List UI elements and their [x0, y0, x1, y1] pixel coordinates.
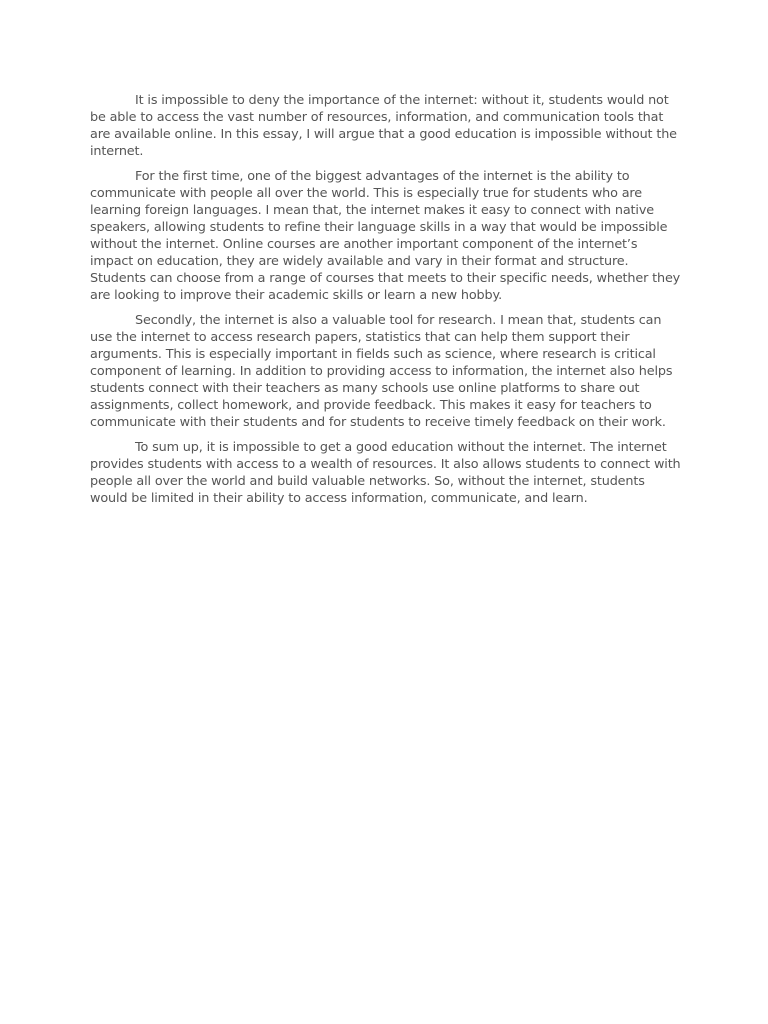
essay-paragraph-communication: For the first time, one of the biggest advantages of the internet is the ability to communicate with people all over the world. This is especially true for students who are learning foreign languages. I mean that, the internet makes it easy to connect with native speakers, allowing students to refine their language skills in a way that would be impossible without the internet. Online courses are another important component of the internet’s impact on education, they are widely available and vary in their format and structure. Students can choose from a range of courses that meets to their specific needs, whether they are looking to improve their academic skills or learn a new hobby.: [90, 169, 681, 303]
essay-paragraph-intro: It is impossible to deny the importance of the internet: without it, students would not be able to access the vast number of resources, information, and communication tools that are available online. In this essay, I will argue that a good education is impossible without the internet.: [90, 93, 677, 159]
essay-body: [90, 92, 682, 515]
essay-paragraph-conclusion: To sum up, it is impossible to get a good education without the internet. The internet provides students with access to a wealth of resources. It also allows students to connect with people all over the world and build valuable networks. So, without the internet, students would be limited in their ability to access information, communicate, and learn.: [90, 440, 681, 506]
essay-paragraph-research: Secondly, the internet is also a valuable tool for research. I mean that, students can use the internet to access research papers, statistics that can help them support their arguments. This is especially important in fields such as science, where research is critical component of learning. In addition to providing access to information, the internet also helps students connect with their teachers as many schools use online platforms to share out assignments, collect homework, and provide feedback. This makes it easy for teachers to communicate with their students and for students to receive timely feedback on their work.: [90, 313, 673, 430]
